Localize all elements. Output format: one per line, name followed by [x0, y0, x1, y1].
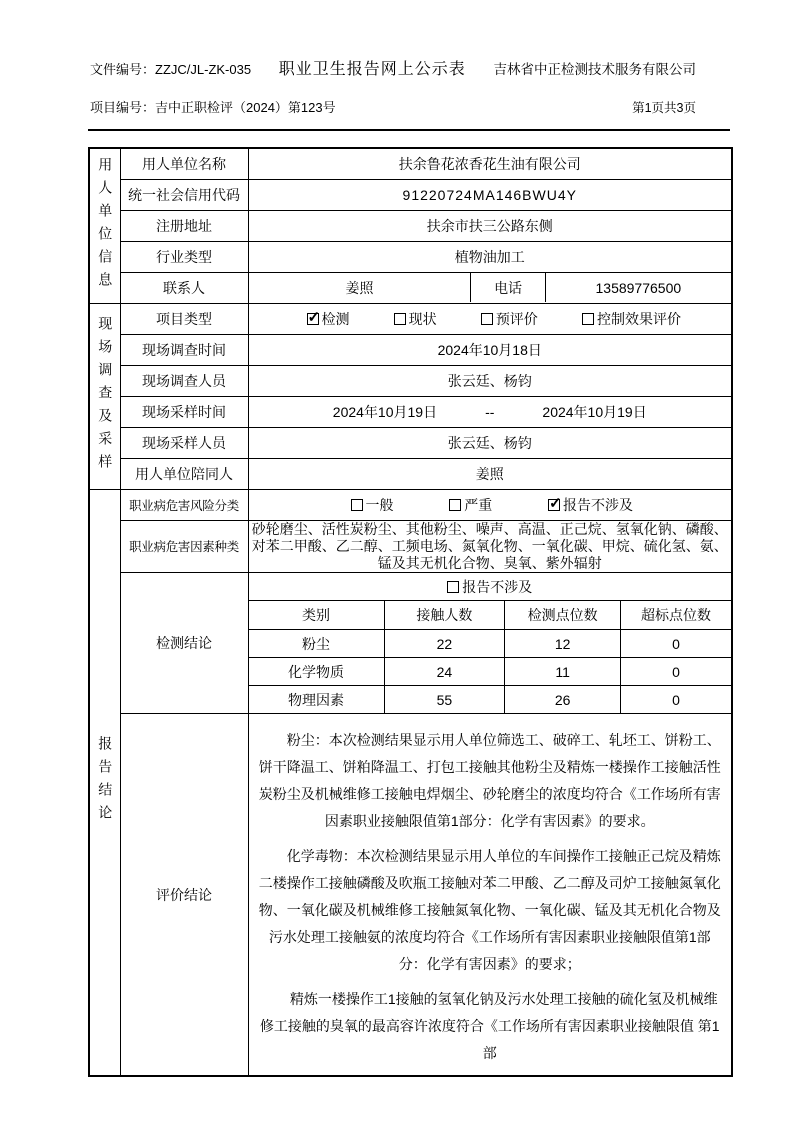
- field-label-industry: 行业类型: [120, 241, 248, 272]
- field-label-contact: 联系人: [120, 272, 248, 303]
- field-value-hazard-factors: 砂轮磨尘、活性炭粉尘、其他粉尘、噪声、高温、正己烷、氢氧化钠、磷酸、对苯二甲酸、乙二醇、工频电场、氮氧化物、一氧化碳、甲烷、硫化氢、氨、锰及其无机化合物、臭氧、紫外辐射: [248, 520, 732, 573]
- evaluation-paragraph-3: 精炼一楼操作工1接触的氢氧化钠及污水处理工接触的硫化氢及机械维修工接触的臭氧的最高容许浓度符合《工作场所有害因素职业接触限值 第1部: [259, 991, 720, 1062]
- checkbox-detection[interactable]: [307, 313, 319, 325]
- detection-row-dust: [249, 629, 732, 657]
- field-label-project-type: 项目类型: [120, 303, 248, 334]
- section-label-employer: 用人单位信息: [89, 148, 120, 303]
- detection-cell: 26: [504, 686, 620, 713]
- checkbox-detection-na-label: 报告不涉及: [462, 578, 533, 595]
- checkbox-general-label: 一般: [365, 496, 394, 513]
- option-severe: [449, 495, 492, 515]
- checkbox-pre-evaluation[interactable]: [481, 313, 493, 325]
- checkbox-current-status[interactable]: [394, 313, 406, 325]
- field-label-detection-conclusion: 检测结论: [120, 573, 248, 714]
- doc-number: 文件编号：ZZJC/JL-ZK-035: [90, 62, 252, 77]
- field-value-credit-code: 91220724MA146BWU4Y: [248, 179, 732, 210]
- detection-cell: 55: [384, 686, 505, 713]
- checkbox-control-effect-label: 控制效果评价: [596, 310, 681, 327]
- section-label-survey: 现场调查及采样: [89, 303, 120, 489]
- checkbox-detection-label: 检测: [321, 310, 350, 327]
- field-value-phone: 13589776500: [595, 279, 682, 296]
- checkbox-not-involved[interactable]: [548, 499, 560, 511]
- risk-class-options: [248, 489, 732, 520]
- sampling-time-cell: [248, 396, 732, 427]
- field-value-contact: 姜照: [345, 279, 374, 296]
- detection-cell: 22: [384, 630, 505, 657]
- field-label-credit-code: 统一社会信用代码: [120, 179, 248, 210]
- option-general: [351, 495, 394, 515]
- detection-cell: 物理因素: [288, 691, 345, 708]
- detection-cell: 粉尘: [302, 635, 331, 652]
- evaluation-paragraph-2: 化学毒物：本次检测结果显示用人单位的车间操作工接触正己烷及精炼二楼操作工接触磷酸及吹瓶工接触对苯二甲酸、乙二醇及司炉工接触氮氧化物、一氧化碳及机械维修工接触氮氧化物、一氧化碳、锰及其无机化合物及污水处理工接触氨的浓度均符合《工作场所有害因素职业接触限值第1部分：化学有害因素》的要求；: [258, 848, 721, 973]
- field-label-survey-time: 现场调查时间: [120, 334, 248, 365]
- detection-col-header: 接触人数: [384, 601, 505, 629]
- checkbox-not-involved-label: 报告不涉及: [563, 496, 633, 513]
- checkbox-severe-label: 严重: [464, 496, 493, 513]
- field-label-escort: 用人单位陪同人: [120, 458, 248, 489]
- detection-cell: 0: [620, 630, 731, 657]
- field-label-address: 注册地址: [120, 210, 248, 241]
- evaluation-conclusion-cell: [248, 714, 732, 1077]
- option-not-involved: [548, 495, 633, 515]
- header-row-1: [90, 56, 696, 79]
- option-detection: [307, 309, 350, 329]
- detection-header-row: [249, 601, 732, 629]
- page-indicator: 第1页共3页: [632, 101, 696, 115]
- field-label-survey-staff: 现场调查人员: [120, 365, 248, 396]
- detection-col-header: 类别: [302, 607, 331, 624]
- detection-cell: 12: [504, 630, 620, 657]
- contact-phone-cell: [248, 272, 732, 303]
- detection-cell: 24: [384, 658, 505, 685]
- sampling-start-date: 2024年10月19日: [332, 403, 438, 420]
- detection-table: [249, 601, 732, 713]
- page-header: [90, 0, 696, 116]
- option-pre-evaluation: [481, 309, 538, 329]
- form-table: [88, 147, 733, 1077]
- section-label-report: 报告结论: [89, 489, 120, 1076]
- detection-col-header: 超标点位数: [620, 601, 731, 629]
- option-control-effect: [582, 309, 681, 329]
- option-current-status: [394, 309, 437, 329]
- checkbox-general[interactable]: [351, 499, 363, 511]
- field-label-risk-class: 职业病危害风险分类: [120, 489, 248, 520]
- detection-cell: 化学物质: [288, 663, 345, 680]
- field-value-escort: 姜照: [248, 458, 732, 489]
- detection-na-option: [249, 573, 732, 601]
- header-divider: [88, 129, 730, 131]
- field-label-phone: 电话: [470, 273, 545, 302]
- evaluation-paragraph-1: 粉尘：本次检测结果显示用人单位筛选工、破碎工、轧坯工、饼粉工、饼干降温工、饼粕降温工、打包工接触其他粉尘及精炼一楼操作工接触活性炭粉尘及机械维修工接触电焊烟尘、砂轮磨尘的浓度均符合《工作场所有害因素职业接触限值第1部分：化学有害因素》的要求。: [258, 732, 721, 830]
- sampling-date-separator: --: [485, 403, 495, 420]
- checkbox-pre-evaluation-label: 预评价: [495, 310, 538, 327]
- checkbox-severe[interactable]: [449, 499, 461, 511]
- field-label-sampling-staff: 现场采样人员: [120, 427, 248, 458]
- project-number: 项目编号：吉中正职检评（2024）第123号: [90, 100, 336, 115]
- sampling-end-date: 2024年10月19日: [542, 403, 647, 420]
- field-label-sampling-time: 现场采样时间: [120, 396, 248, 427]
- checkbox-control-effect[interactable]: [582, 313, 594, 325]
- field-value-sampling-staff: 张云廷、杨钧: [248, 427, 732, 458]
- field-label-evaluation: 评价结论: [120, 714, 248, 1077]
- company-name: 吉林省中正检测技术服务有限公司: [493, 62, 696, 77]
- page-title: 职业卫生报告网上公示表: [278, 61, 466, 78]
- detection-cell: 0: [620, 686, 731, 713]
- field-value-survey-staff: 张云廷、杨钧: [248, 365, 732, 396]
- header-row-2: [90, 97, 696, 116]
- detection-cell: 0: [620, 658, 731, 685]
- field-value-employer-name: 扶余鲁花浓香花生油有限公司: [248, 148, 732, 179]
- project-type-options: [248, 303, 732, 334]
- field-value-industry: 植物油加工: [248, 241, 732, 272]
- detection-cell: 11: [504, 658, 620, 685]
- detection-row-physical: [249, 685, 732, 713]
- checkbox-detection-na[interactable]: [447, 581, 459, 593]
- field-label-hazard-factors: 职业病危害因素种类: [120, 520, 248, 573]
- field-label-employer-name: 用人单位名称: [120, 148, 248, 179]
- detection-col-header: 检测点位数: [504, 601, 620, 629]
- checkbox-current-status-label: 现状: [408, 310, 437, 327]
- detection-conclusion-cell: [248, 573, 732, 714]
- detection-row-chemical: [249, 657, 732, 685]
- field-value-survey-time: 2024年10月18日: [248, 334, 732, 365]
- field-value-address: 扶余市扶三公路东侧: [248, 210, 732, 241]
